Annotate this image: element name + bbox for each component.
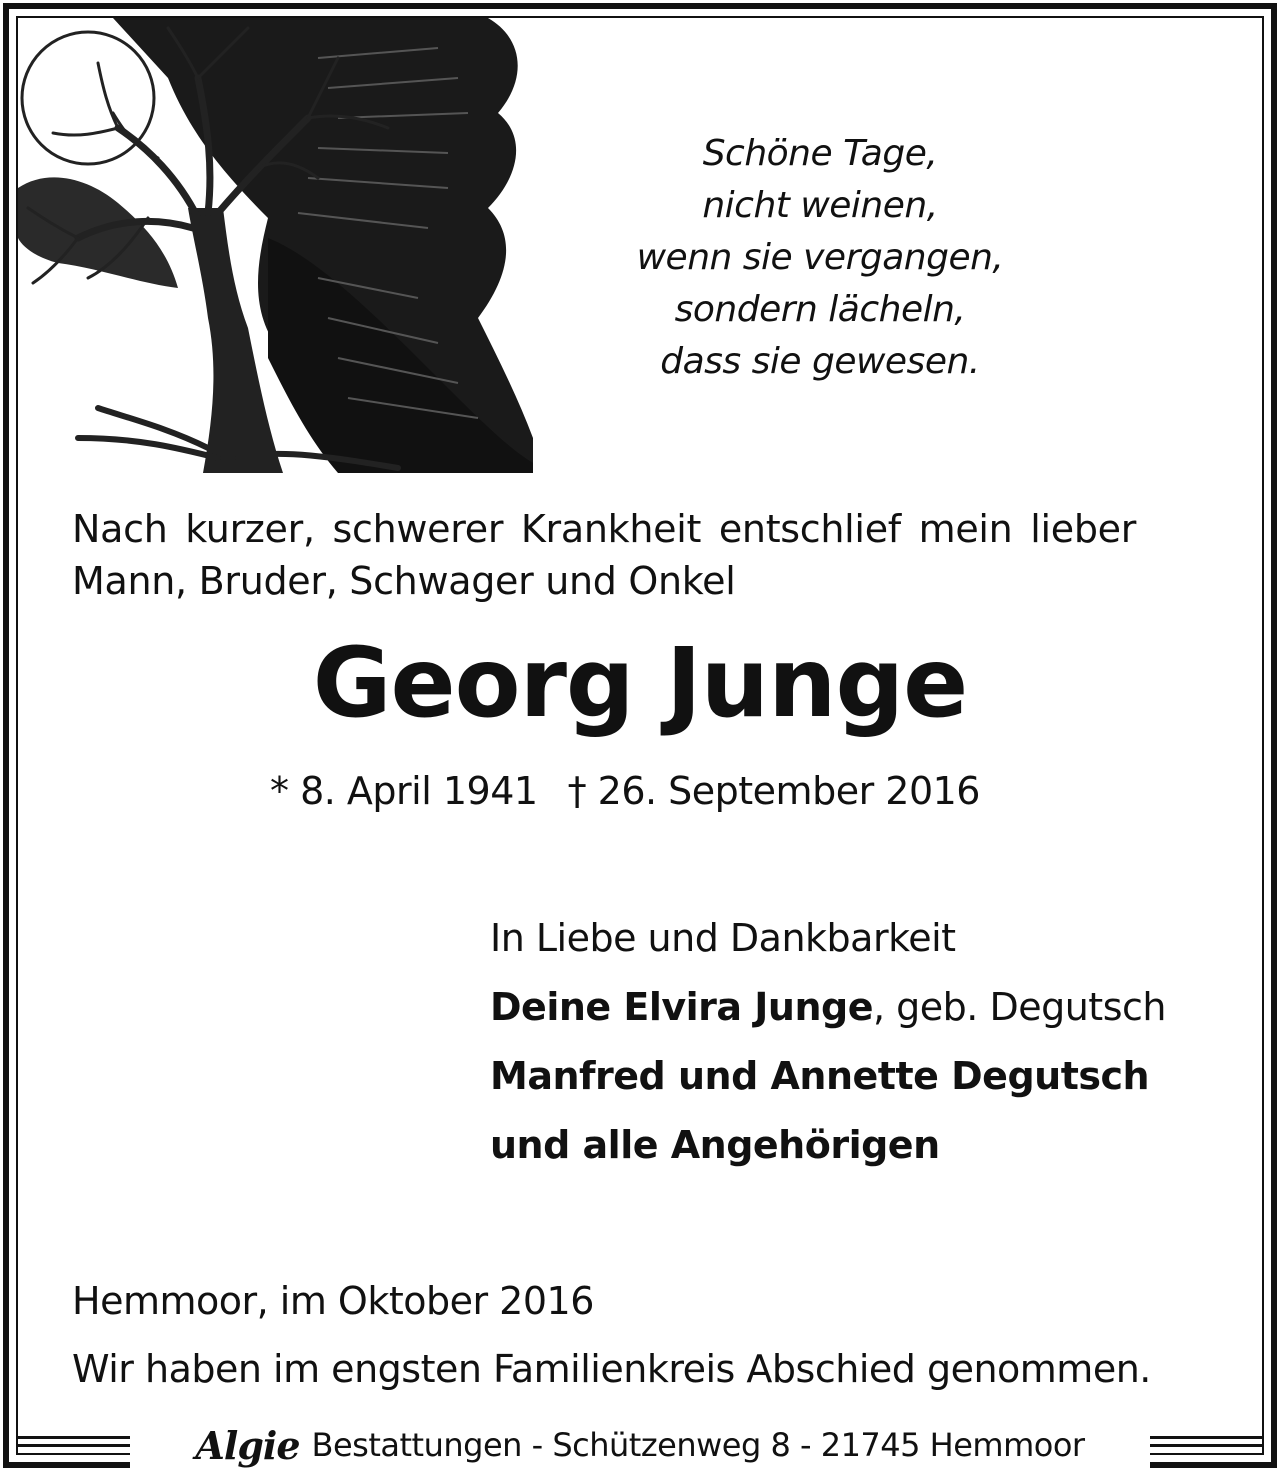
mourners-intro: In Liebe und Dankbarkeit — [490, 916, 956, 960]
mourner-spouse — [490, 981, 1166, 1050]
deceased-name: Georg Junge — [312, 627, 968, 739]
birth-date: * 8. April 1941 — [270, 769, 538, 813]
mourner-family — [490, 1050, 1166, 1119]
farewell-note: Wir haben im engsten Familienkreis Abschied genommen. — [72, 1347, 1151, 1391]
tree-moon-illustration — [18, 18, 533, 473]
funeral-home-footer — [130, 1420, 1150, 1470]
intro-line: Mann, Bruder, Schwager und Onkel — [72, 559, 736, 603]
place-date: Hemmoor, im Oktober 2016 — [72, 1279, 594, 1323]
mourner-relatives — [490, 1119, 1166, 1188]
poem-line: nicht weinen, — [702, 185, 938, 226]
life-dates — [270, 765, 980, 817]
death-date: † 26. September 2016 — [567, 769, 980, 813]
poem-line: wenn sie vergangen, — [636, 237, 1004, 278]
family-names: Manfred und Annette Degutsch — [490, 1054, 1150, 1098]
funeral-home-address: Bestattungen - Schützenweg 8 - 21745 Hemmoor — [311, 1426, 1085, 1464]
poem-line: sondern lächeln, — [674, 289, 966, 330]
funeral-home-logo: Algie — [195, 1422, 300, 1468]
relatives-label: und alle Angehörigen — [490, 1123, 940, 1167]
spouse-name: Deine Elvira Junge — [490, 985, 874, 1029]
poem — [540, 128, 1100, 388]
intro-text — [72, 503, 1222, 607]
poem-line: Schöne Tage, — [702, 133, 938, 174]
poem-line: dass sie gewesen. — [660, 341, 980, 382]
spouse-maiden-name: , geb. Degutsch — [873, 985, 1166, 1029]
intro-line: Nach kurzer, schwerer Krankheit entschlief mein lieber — [72, 507, 1137, 551]
mourners-block — [490, 912, 1166, 1188]
